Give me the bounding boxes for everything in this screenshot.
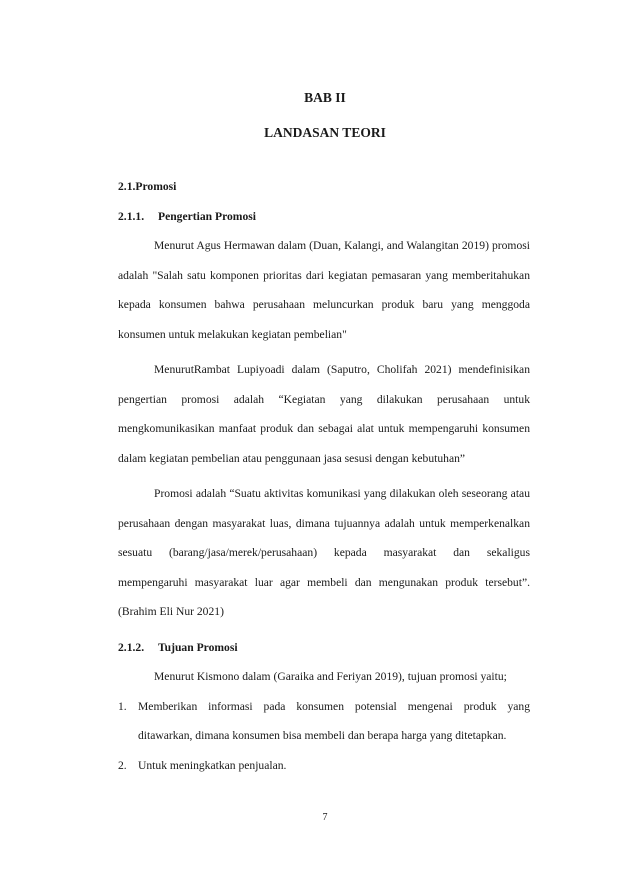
list-item [118,751,530,781]
chapter-number: BAB II [304,90,346,105]
list-item-text: Untuk meningkatkan penjualan. [138,758,287,772]
list-item-text: Memberikan informasi pada konsumen potensial mengenai produk yang ditawarkan, dimana konsumen bisa membeli dan berapa harga yang ditetapkan. [138,699,530,742]
paragraph-definition-hermawan: Menurut Agus Hermawan dalam (Duan, Kalangi, and Walangitan 2019) promosi adalah "Salah satu komponen prioritas dari kegiatan pemasaran yang memberitahukan kepada konsumen bahwa perusahaan meluncurkan produk baru yang menggoda konsumen untuk melakukan kegiatan pembelian" [118,239,530,341]
paragraph-goals-intro: Menurut Kismono dalam (Garaika and Feriyan 2019), tujuan promosi yaitu; [154,670,507,683]
subsection-heading-1 [118,202,530,232]
subsection-title: Pengertian Promosi [158,209,256,223]
list-marker: 2. [118,758,127,772]
chapter-title: LANDASAN TEORI [264,125,386,140]
goals-list [118,692,530,781]
subsection-heading-2 [118,633,530,663]
body-content [118,172,530,780]
subsection-title: Tujuan Promosi [158,640,238,654]
section-label: 2.1.Promosi [118,180,177,193]
paragraph-definition-general: Promosi adalah “Suatu aktivitas komunikasi yang dilakukan oleh seseorang atau perusahaan dengan masyarakat luas, dimana tujuannya adalah untuk memperkenalkan sesuatu (barang/jasa/merek/perusahaan) kepada masyarakat dan sekaligus mempengaruhi masyarakat luar agar membeli dan mengunakan produk tersebut”.(Brahim Eli Nur 2021) [118,487,530,618]
page-number: 7 [322,812,328,823]
subsection-number: 2.1.2. [118,640,145,654]
list-marker: 1. [118,699,127,713]
section-heading [118,172,530,202]
list-item [118,692,530,751]
paragraph-definition-lupiyoadi: MenurutRambat Lupiyoadi dalam (Saputro, Cholifah 2021) mendefinisikan pengertian promosi adalah “Kegiatan yang dilakukan perusahaan untuk mengkomunikasikan manfaat produk dan sebagai alat untuk mempengaruhi konsumen dalam kegiatan pembelian atau penggunaan jasa sesusi dengan kebutuhan” [118,363,530,465]
subsection-number: 2.1.1. [118,209,145,223]
